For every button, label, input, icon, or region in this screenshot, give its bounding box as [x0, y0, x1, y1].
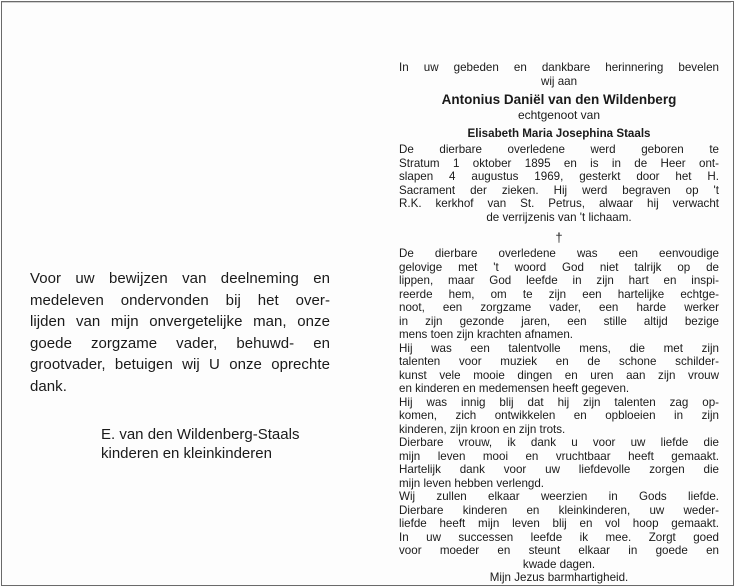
text-line: Hij was innig blij dat hij zijn talenten zag op-: [399, 395, 719, 409]
thanks-line: lijden van mijn onvergetelijke man, onze: [30, 313, 330, 331]
thanks-line: dank.: [30, 377, 67, 395]
text-line: gelovige met 't woord God niet talrijk op de: [399, 260, 719, 274]
text-line: De dierbare overledene was een eenvoudige: [399, 247, 719, 260]
text-line: Dierbare kinderen en kleinkinderen, uw weder-: [399, 503, 719, 517]
text-line: Dierbare vrouw, ik dank u voor uw liefde die: [399, 436, 719, 449]
thanks-line: Voor uw bewijzen van deelneming en: [30, 270, 330, 287]
closing-line: Mijn Jezus barmhartigheid.: [489, 571, 629, 584]
text-line: Hartelijk dank voor uw liefdevolle zorgen die: [399, 463, 719, 476]
thanks-message: [30, 268, 330, 398]
biography: [399, 143, 719, 224]
bio-line: Sacrament der zieken. Hij werd begraven op 't: [399, 183, 719, 197]
text-line: voor moeder en steunt elkaar in goede en: [399, 544, 719, 557]
signature-name: E. van den Wildenberg-Staals: [101, 426, 300, 443]
card-top-edge: [2, 2, 731, 3]
text-line: lippen, maar God leefde in zijn hart en inspi-: [399, 274, 719, 287]
bio-line: de verrijzenis van 't lichaam.: [486, 210, 632, 224]
memorial-text: [399, 61, 719, 585]
bio-line: De dierbare overledene werd geboren te: [399, 143, 719, 156]
intro-line: In uw gebeden en dankbare herinnering bevelen: [399, 61, 719, 74]
text-line: komen, zich ontwikkelen en opbloeien in zijn: [399, 409, 719, 422]
text-line: reerde hem, om te zijn een hartelijke echtge-: [399, 287, 719, 301]
text-line: liefde heeft mijn leven blij en vol hoop gemaakt.: [399, 517, 719, 530]
text-line: kunst vele mooie dingen en uren aan zijn vrouw: [399, 368, 719, 382]
signature: [101, 425, 299, 463]
thanks-line: grootvader, betuigen wij U onze oprechte: [30, 356, 330, 374]
bio-line: slapen 4 augustus 1969, gesterkt door het H.: [399, 170, 719, 183]
text-line: noot, een zorgzame vader, een harde werker: [399, 301, 719, 314]
text-line: kwade dagen.: [522, 557, 596, 571]
thanks-line: medeleven ondervonden bij het over-: [30, 291, 330, 309]
bio-line: Stratum 1 oktober 1895 en is in de Heer ont-: [399, 156, 719, 170]
deceased-name: Antonius Daniël van den Wildenberg: [441, 92, 677, 107]
text-line: In uw successen leefde ik mee. Zorgt goed: [399, 530, 719, 544]
text-line: mijn leven hebben verlengd.: [399, 476, 545, 490]
thanks-line: goede zorgzame vader, behuwd- en: [30, 334, 330, 352]
bio-line: R.K. kerkhof van St. Petrus, alwaar hij verwacht: [399, 197, 719, 210]
text-line: mens toen zijn krachten afnamen.: [399, 328, 574, 341]
text-line: en kinderen en medemensen heeft gegeven.: [399, 382, 630, 395]
cross-icon: †: [555, 230, 563, 245]
text-line: mijn leven mooi en vruchtbaar heeft gemaakt.: [399, 449, 719, 463]
text-line: Hij was een talentvolle mens, die met zijn: [399, 341, 719, 355]
intro-line: wij aan: [540, 74, 578, 88]
signature-family: kinderen en kleinkinderen: [101, 445, 272, 462]
spouse-name: Elisabeth Maria Josephina Staals: [467, 127, 651, 140]
text-line: in zijn gezonde jaren, een stille altijd bezige: [399, 314, 719, 328]
text-line: Wij zullen elkaar weerzien in Gods liefde.: [399, 490, 719, 503]
memorial-body: [399, 247, 719, 585]
text-line: kinderen, zijn kroon en zijn trots.: [399, 422, 566, 436]
text-line: talenten voor muziek en de schone schilder-: [399, 355, 719, 368]
spouse-prefix: echtgenoot van: [517, 108, 601, 122]
